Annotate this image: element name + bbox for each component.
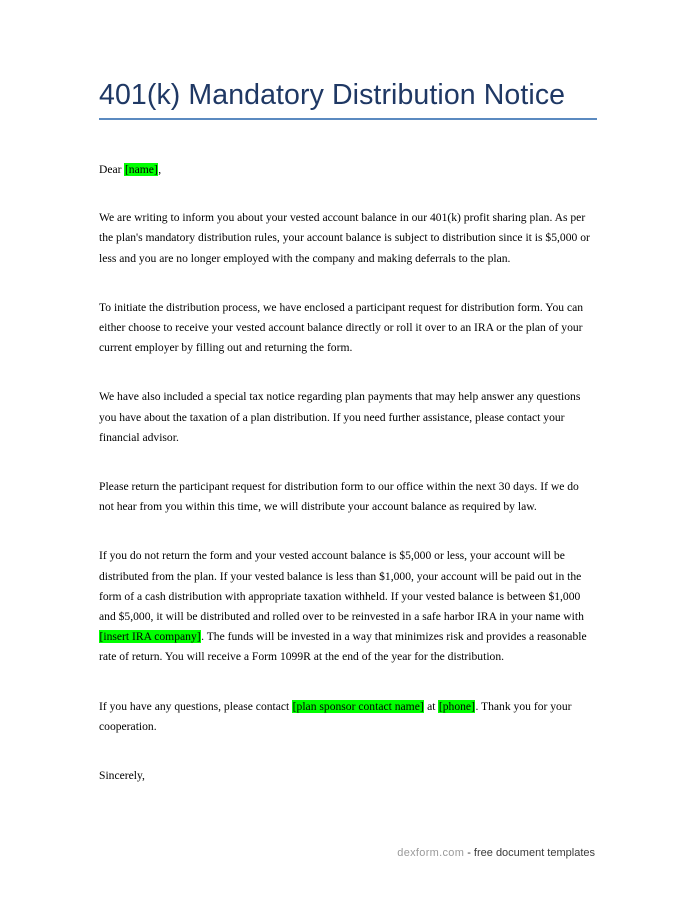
paragraph-contact-before: If you have any questions, please contact <box>99 699 293 713</box>
paragraph-return-deadline: Please return the participant request for distribution form to our office within the next 30 days. If we do not hear from you within this time, we will distribute your account balance as required by law. <box>99 480 579 514</box>
paragraph-distribution-process: To initiate the distribution process, we have enclosed a participant request for distribution form. You can either choose to receive your vested account balance directly or roll it over to an IRA or the plan of your current employer by filling out and returning the form. <box>99 300 584 355</box>
placeholder-name[interactable]: [name] <box>124 163 158 176</box>
spacer <box>99 737 595 766</box>
letter-body <box>99 160 595 786</box>
title-block <box>99 78 597 120</box>
paragraph-safe-harbor-ira-after: . The funds will be invested in a way that minimizes risk and provides a reasonable rate of return. You will receive a Form 1099R at the end of the year for the distribution. <box>99 630 587 664</box>
spacer <box>99 269 595 298</box>
footer-site-name: dexform.com <box>397 847 465 859</box>
salutation <box>99 160 595 180</box>
placeholder-phone[interactable]: [phone] <box>438 699 475 713</box>
paragraph-contact-questions <box>99 697 595 737</box>
spacer <box>99 448 595 477</box>
footer <box>0 846 595 860</box>
paragraph-vested-balance: We are writing to inform you about your vested account balance in our 401(k) profit sharing plan. As per the plan's mandatory distribution rules, your account balance is subject to distribution since it is $5,000 or less and you are no longer employed with the company and making deferrals to the plan. <box>99 211 590 265</box>
salutation-suffix: , <box>158 163 162 176</box>
spacer <box>99 517 595 546</box>
footer-tagline: - free document templates <box>464 847 595 859</box>
title-divider <box>99 118 597 120</box>
salutation-prefix: Dear <box>99 163 125 176</box>
closing-salutation: Sincerely, <box>99 769 145 783</box>
paragraph-contact-after: . Thank you for your cooperation. <box>99 699 572 733</box>
placeholder-plan-sponsor-contact-name[interactable]: [plan sponsor contact name] <box>292 699 424 713</box>
paragraph-contact-middle: at <box>424 699 439 713</box>
spacer <box>99 668 595 697</box>
placeholder-ira-company[interactable]: [insert IRA company] <box>99 630 201 644</box>
paragraph-safe-harbor-ira-before: If you do not return the form and your vested account balance is $5,000 or less, your account will be distributed from the plan. If your vested balance is less than $1,000, your account will be paid out in the form of a cash distribution with appropriate taxation withheld. If your vested balance is between $1,000 and $5,000, it will be distributed and rolled over to be reinvested in a safe harbor IRA in your name with <box>99 549 584 624</box>
spacer <box>99 180 595 208</box>
spacer <box>99 358 595 387</box>
paragraph-safe-harbor-ira <box>99 546 595 667</box>
paragraph-tax-notice: We have also included a special tax notice regarding plan payments that may help answer any questions you have about the taxation of a plan distribution. If you need further assistance, please contact your financial advisor. <box>99 390 581 444</box>
page-title: 401(k) Mandatory Distribution Notice <box>99 79 566 111</box>
